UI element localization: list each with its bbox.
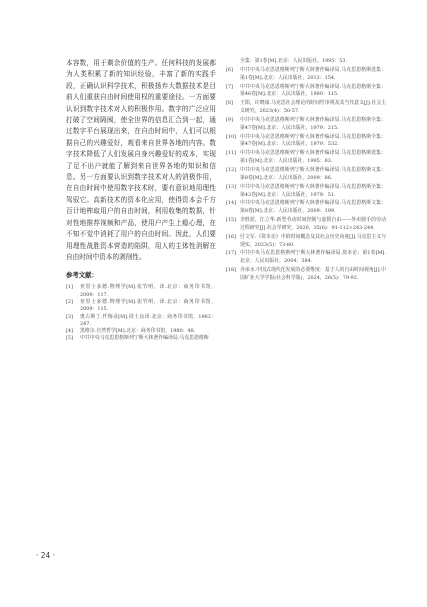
reference-number: [3]	[66, 313, 73, 320]
reference-item	[226, 67, 386, 83]
reference-text: 王阳，许晓康.马克思社会理论的时间性审视及其当代意义[J].社会主义研究，2023(4)：50-57.	[240, 100, 386, 115]
references-heading: 参考文献：	[66, 271, 98, 280]
reference-number	[226, 58, 240, 66]
reference-text: 中共中央马克思恩格斯列宁斯大林著作编译局.资本论：第1卷[M].北京：人民出版社，2004：384.	[240, 250, 386, 265]
reference-number: [6]	[226, 66, 233, 73]
reference-number: [10]	[226, 133, 237, 140]
reference-number: [17]	[226, 250, 237, 257]
reference-item	[66, 314, 216, 328]
reference-item	[66, 284, 216, 298]
references-list-right	[226, 58, 386, 283]
reference-text: 中共中央马克思恩格斯列宁斯大林著作编译局.马克思恩格斯	[80, 335, 209, 342]
reference-text: 中共中央马克思恩格斯列宁斯大林著作编译局.马克思恩格斯全集：第47卷[M].北京：人民出版社，1979：215.	[240, 116, 386, 131]
references-list-left	[66, 284, 216, 342]
reference-number: [15]	[226, 217, 237, 224]
reference-text: 亚里士多德.物理学[M].张竹明，译.北京：商务印书馆，2009：115.	[80, 298, 216, 313]
reference-number: [13]	[226, 183, 237, 190]
body-text	[66, 58, 216, 263]
reference-number: [9]	[226, 116, 233, 123]
reference-text: 中共中央马克思恩格斯列宁斯大林著作编译局.马克思恩格斯选集：第1卷[M].北京：人民出版社，1995：83.	[240, 150, 386, 165]
reference-text: 中共中央马克思恩格斯列宁斯大林著作编译局.马克思恩格斯全集：第46卷[M].北京：人民出版社，1980：115.	[240, 83, 386, 98]
reference-item	[226, 134, 386, 150]
reference-number: [12]	[226, 167, 237, 174]
reference-item	[66, 299, 216, 313]
reference-text: 李胜蓝，江立华.新型劳动时间控制与虚假自由——外卖骑手的劳动过程研究[J].社会学研究，2020，35(6)：91-112+243-244.	[240, 217, 386, 231]
reference-text: 中共中央马克思恩格斯列宁斯大林著作编译局.马克思恩格斯全集：第47卷[M].北京：人民出版社，1979：532.	[240, 133, 386, 148]
reference-item	[226, 100, 386, 116]
reference-number: [1]	[66, 284, 73, 291]
page-number: · 24 ·	[36, 551, 56, 560]
reference-item	[226, 184, 386, 200]
reference-text: 中共中央马克思恩格斯列宁斯大林著作编译局.马克思恩格斯文集：第8卷[M].北京：人民出版社，2009：199.	[240, 200, 386, 215]
reference-number: [5]	[66, 335, 73, 342]
reference-text: 中共中央马克思恩格斯列宁斯大林著作编译局.马克思恩格斯文集：第8卷[M].北京：人民出版社，2009：86.	[240, 167, 386, 181]
reference-item	[226, 234, 386, 250]
reference-number: [4]	[66, 328, 73, 335]
reference-number: [14]	[226, 200, 237, 207]
reference-number: [11]	[226, 150, 237, 157]
reference-item	[226, 150, 386, 166]
reference-item	[226, 84, 386, 100]
reference-text: 奥古斯丁.忏悔录[M].周士良译.北京：商务印书馆，1963：247.	[80, 313, 216, 327]
reference-item-continued	[226, 58, 386, 66]
reference-text: 中共中央马克思恩格斯列宁斯大林著作编译局.马克思恩格斯全集：第42卷[M].北京：人民出版社，1979：51.	[240, 183, 386, 198]
reference-number: [7]	[226, 83, 233, 90]
reference-text: 中共中央马克思恩格斯列宁斯大林著作编译局.马克思恩格斯选集：第1卷[M].北京：人民出版社，2012：154.	[240, 66, 386, 81]
reference-item	[66, 335, 216, 342]
reference-number: [18]	[226, 267, 237, 274]
reference-number: [8]	[226, 100, 233, 107]
reference-number: [16]	[226, 233, 237, 240]
reference-text: 亚里士多德.物理学[M].张竹明，译.北京：商务印书馆，2009：117.	[80, 284, 216, 298]
reference-item	[226, 250, 386, 266]
right-column	[226, 58, 386, 284]
reference-item	[226, 267, 386, 283]
reference-text: 黑格尔.自然哲学[M].北京：商务印书馆，1980：48.	[80, 328, 196, 335]
body-paragraph: 本容数，用于剩余价值的生产。任何科技的发展都为人类积累了新的知识经验，丰富了新的实践手段，正确认识科学技术，积极扬弃大数据技术是目前人们重获自由时间使用权的重要途径。一方面要认识到数字技术对人的积极作用。数字的广泛应用打破了空间隔阂，使全世界的信息汇合到一起，通过数字平台展现出来，在自由时间中，人们可以根据自己的兴趣爱好，观看来自世界各地的内容。数字技术降低了人们发展自身兴趣爱好的成本，实现了足不出户就能了解到来自世界各地的知识和信息。另一方面要认识到数字技术对人的消极作用，在自由时间中使用数字技术时，要有意识地用理性驾驭它。高新技术的资本化应用，使得资本会千方百计地榨取用户的自由时间，利用收集的数据，针对性地推荐视频和产品，使用户产生上瘾心理，在不知不觉中消耗了用户的自由时间。因此，人们要用理性战胜资本营造的陷阱，用人的主体性消解在自由时间中资本的剥削性。	[66, 59, 216, 261]
reference-item	[226, 217, 386, 233]
reference-item	[226, 117, 386, 133]
reference-item	[226, 200, 386, 216]
reference-text: 付文军.《资本论》中的时间概念及其社会历史向度[J].马克思主义与现实，2023(5)：73-80.	[240, 233, 386, 248]
left-column	[66, 58, 216, 343]
reference-text: 全集：第1卷[M].北京：人民出版社，1995：53.	[240, 58, 348, 64]
reference-text: 齐承水.中国式现代化发展的必要维度：基于人的自由时间视角[J].中国矿业大学学报(社会科学版)，2024，26(5)：79-92.	[240, 267, 386, 281]
reference-item	[226, 167, 386, 183]
reference-number: [2]	[66, 298, 73, 305]
